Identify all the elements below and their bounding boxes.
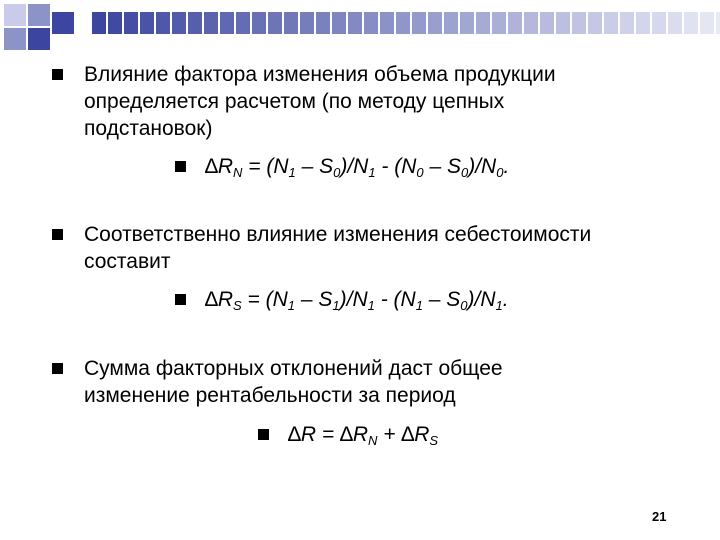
decor-bar-tile [170,12,186,34]
header-decoration [0,0,720,60]
decor-bar-tile [106,12,122,34]
bullet-icon [175,161,186,172]
item-1-line-1: Влияние фактора изменения объема продукции [84,63,556,86]
decor-bar-tile [570,12,586,34]
decor-bar-tile [458,12,474,34]
item-2-line-1: Соответственно влияние изменения себестоимости [84,223,592,246]
decor-bar-tile [362,12,378,34]
decor-bar-tile [234,12,250,34]
decor-bar-tile [666,12,682,34]
decor-bar-tile [410,12,426,34]
decor-bar-tile [202,12,218,34]
decor-bar-tile [298,12,314,34]
decor-square-4 [28,28,50,50]
decor-bar-tile [330,12,346,34]
bullet-icon [52,229,63,240]
decor-bar-tile [602,12,618,34]
decor-bar-tile [586,12,602,34]
bullet-icon [175,294,186,305]
decor-bar-tile [154,12,170,34]
item-1-line-3: подстановок) [84,117,213,140]
decor-bar-tile [474,12,490,34]
decor-bar-tile [90,12,106,34]
decor-bar-tile [682,12,698,34]
item-3-line-1: Сумма факторных отклонений даст общее [84,357,503,380]
decor-square-5 [52,12,74,34]
formula-delta-rs: $\Delta R_S = (N_1 - S_1)/N_1 - (N_1 - S_0)/N_1$. [205,288,509,313]
decor-square-1 [4,4,26,26]
decor-bar-tile [538,12,554,34]
bullet-icon [258,429,269,440]
decor-square-2 [28,4,50,26]
decor-bar-tile [554,12,570,34]
decor-bar-tile [266,12,282,34]
decor-bar-tile [442,12,458,34]
formula-delta-rn: $\Delta R_N = (N_1 - S_0)/N_1 - (N_0 - S_0)/N_0$. [205,155,510,180]
item-3-line-2: изменение рентабельности за период [84,384,456,407]
decor-bar-tile [522,12,538,34]
decor-bar-tile [618,12,634,34]
decor-bar-tile [122,12,138,34]
decor-bar-tile [346,12,362,34]
decor-bar-tile [314,12,330,34]
decor-square-3 [4,28,26,50]
decor-bar-tile [714,12,720,34]
decor-bar-tile [650,12,666,34]
decor-bar-tile [282,12,298,34]
page-number: 21 [652,509,667,524]
decor-bar-tile [490,12,506,34]
decor-bar-tile [634,12,650,34]
bullet-icon [52,69,63,80]
decor-bar-tile [138,12,154,34]
decor-bar [90,12,720,34]
item-1-line-2: определяется расчетом (по методу цепных [84,90,505,113]
decor-bar-tile [698,12,714,34]
decor-bar-tile [378,12,394,34]
decor-bar-tile [394,12,410,34]
decor-bar-tile [218,12,234,34]
decor-bar-tile [506,12,522,34]
decor-bar-tile [250,12,266,34]
item-2-line-2: составит [84,250,171,273]
formula-delta-r-total: $\Delta R = \Delta R_N + \Delta R_S$ [288,423,439,448]
decor-bar-tile [186,12,202,34]
decor-bar-tile [426,12,442,34]
bullet-icon [52,363,63,374]
